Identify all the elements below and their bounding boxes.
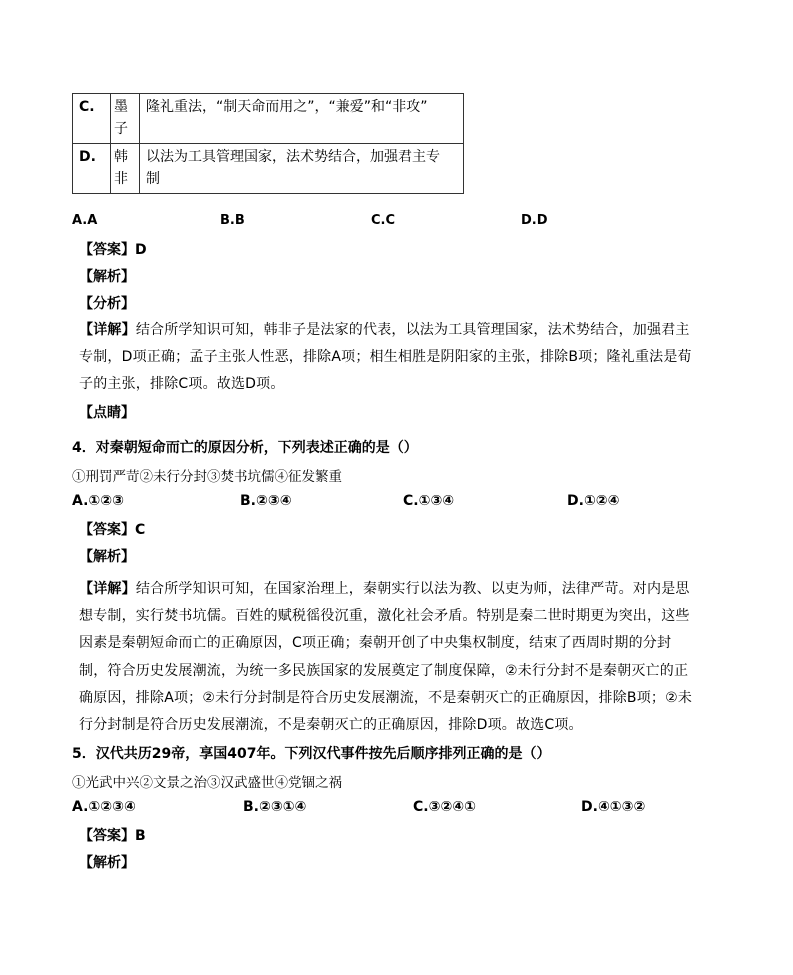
option-c: C.①③④	[403, 493, 455, 509]
option-a: A.A	[72, 213, 98, 228]
question-stem: 5．汉代共历29帝，享国407年。下列汉代事件按先后顺序排列正确的是（）	[72, 746, 551, 762]
question-stem: 4．对秦朝短命而亡的原因分析，下列表述正确的是（）	[72, 440, 418, 456]
option-d: D.①②④	[567, 493, 620, 509]
row-person: 墨子	[111, 94, 140, 144]
row-person: 韩非	[111, 144, 140, 194]
answer-value: D	[135, 242, 147, 258]
detail-tag: 【详解】	[79, 581, 136, 597]
fenxi-tag: 【分析】	[79, 296, 135, 312]
option-a: A.①②③	[72, 493, 124, 509]
answer-tag: 【答案】	[79, 242, 135, 258]
answer-line	[79, 240, 147, 260]
detail-tag: 【详解】	[79, 322, 136, 338]
detail-paragraph	[79, 317, 699, 399]
analysis-tag: 【解析】	[79, 549, 135, 565]
option-b: B.②③④	[240, 493, 292, 509]
dianjing-tag: 【点睛】	[79, 405, 135, 421]
detail-text: 结合所学知识可知，在国家治理上，秦朝实行以法为教、以吏为师，法律严苛。对内是思想专制，实行焚书坑儒。百姓的赋税徭役沉重，激化社会矛盾。特别是秦二世时期更为突出，这些因素是秦朝短命而亡的正确原因，C项正确；秦朝开创了中央集权制度，结束了西周时期的分封制，符合历史发展潮流，为统一多民族国家的发展奠定了制度保障，②未行分封不是秦朝灭亡的正确原因，排除A项；②未行分封制是符合历史发展潮流，不是秦朝灭亡的正确原因，排除B项；②未行分封制是符合历史发展潮流，不是秦朝灭亡的正确原因，排除D项。故选C项。	[79, 581, 693, 734]
answer-value: B	[135, 828, 146, 844]
detail-paragraph	[79, 576, 699, 739]
option-b: B.B	[220, 213, 245, 228]
answer-line	[79, 826, 146, 846]
options-table	[72, 93, 464, 194]
option-d: D.④①③②	[581, 799, 646, 815]
option-c: C.③②④①	[413, 799, 477, 815]
row-letter: C.	[73, 94, 111, 144]
table-row	[73, 94, 464, 144]
analysis-tag: 【解析】	[79, 855, 135, 871]
row-content: 隆礼重法，“制天命而用之”，“兼爱”和“非攻”	[146, 99, 428, 115]
answer-line	[79, 520, 145, 540]
answer-tag: 【答案】	[79, 828, 135, 844]
option-d: D.D	[521, 213, 548, 228]
answer-value: C	[135, 522, 146, 538]
answer-tag: 【答案】	[79, 522, 135, 538]
option-a: A.①②③④	[72, 799, 136, 815]
table-row	[73, 144, 464, 194]
option-c: C.C	[371, 213, 396, 228]
analysis-tag: 【解析】	[79, 269, 135, 285]
row-letter: D.	[73, 144, 111, 194]
question-items: ①光武中兴②文景之治③汉武盛世④党锢之祸	[72, 775, 342, 791]
question-items: ①刑罚严苛②未行分封③焚书坑儒④征发繁重	[72, 469, 342, 485]
option-b: B.②③①④	[243, 799, 307, 815]
detail-text: 结合所学知识可知，韩非子是法家的代表，以法为工具管理国家，法术势结合，加强君主专制，D项正确；孟子主张人性恶，排除A项；相生相胜是阴阳家的主张，排除B项；隆礼重法是荀子的主张，排除C项。故选D项。	[79, 322, 692, 393]
row-content: 以法为工具管理国家，法术势结合，加强君主专制	[146, 149, 440, 187]
